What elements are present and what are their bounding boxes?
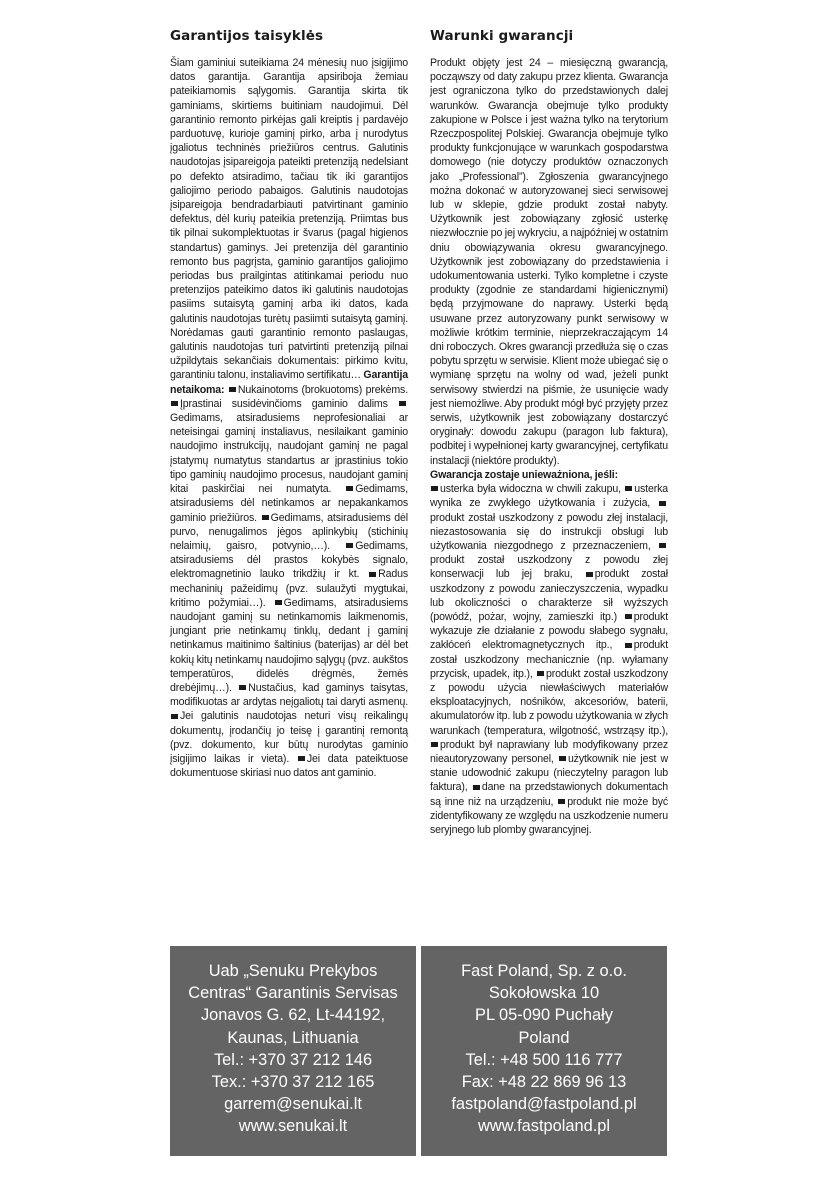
void-item: produkt został uszkodzony mechanicznie (np. wyłamany przycisk, upadek, itp.), bbox=[430, 639, 668, 680]
void-item: użytkownik nie jest w stanie udowodnić zakupu (nieczytelny paragon lub faktura), bbox=[430, 752, 668, 794]
exclusion-item: Jei data pateiktuose dokumentuose skiriasi nuo datos ant gaminio. bbox=[170, 752, 408, 780]
bullet-icon bbox=[262, 515, 269, 520]
exclusion-item: Gedimams, atsiradusiems dėl purvo, nenugalimos jėgos aplinkybių (stichinių nelaimių, gaisro, potvynio,…). bbox=[170, 511, 408, 552]
void-heading-pl: Gwarancja zostaje unieważniona, jeśli: bbox=[430, 468, 618, 481]
void-item: usterka wynika ze zwykłego użytkowania i zużycia, bbox=[430, 483, 668, 510]
exclusion-item: Gedimams, atsiradusiems dėl netinkamos ar nepakankamos gaminio priežiūros. bbox=[170, 483, 408, 524]
bullet-icon bbox=[431, 742, 438, 747]
void-item: produkt nie może być zidentyfikowany ze względu na uszkodzenie numeru seryjnego lub plomby gwarancyjnej. bbox=[430, 795, 668, 836]
contact-line: PL 05-090 Puchały bbox=[475, 1006, 613, 1025]
bullet-icon bbox=[559, 756, 566, 761]
warranty-terms-pl bbox=[430, 28, 668, 837]
contact-line: Kaunas, Lithuania bbox=[227, 1028, 359, 1047]
exclusion-item: Nukainotoms (brokuotoms) prekėms. bbox=[237, 383, 408, 396]
bullet-icon bbox=[558, 799, 565, 804]
void-item: produkt był naprawiany lub modyfikowany przez nieautoryzowany personel, bbox=[430, 738, 668, 765]
void-item: dane na przedstawionych dokumentach są inne niż na urządzeniu, bbox=[430, 781, 668, 808]
intro-paragraph-lt: Šiam gaminiui suteikiama 24 mėnesių nuo įsigijimo datos garantija. Garantija apsiriboja žemiau pateikiamomis sąlygomis. Garantija skirta tik gaminiams, skirtiems buitiniam naudojimui. Dėl garantinio remonto pirkėjas gali kreiptis į pardavėjo parduotuvę, kurioje gaminį pirko, arba į nurodytus įgaliotus techninės priežiūros centrus. Galutinis naudotojas įsipareigoja pateikti pretenziją nedelsiant po defekto atsiradimo, tačiau tik iki garantijos galiojimo periodo pabaigos. Galutinis naudotojas įsipareigoja bendradarbiauti patvirtinant gaminio defektus, dėl kurių pateikia pretenziją. Priimtas bus tik pilnai sukomplektuotas ir švarus (pagal higienos standartus) gaminys. Jei pretenzija dėl garantinio remonto bus pagrįsta, gaminio garantijos galiojimo periodas bus prailgintas atitinkamai periodu nuo pretenzijos pateikimo datos iki galutinis naudotojas pasiims sutaisytą gaminį arba iki datos, kada galutinis naudotojas turėtų pasiimti sutaisytą gaminį. Norėdamas gauti garantinio remonto paslaugas, galutinis naudotojas turi patvirtinti pretenziją pilnai užpildytais sekančiais dokumentais: pirkimo kvitu, garantiniu talonu, instaliavimo sertifikatu… bbox=[170, 57, 408, 382]
bullet-icon bbox=[537, 671, 544, 676]
exclusion-item: Nustačius, kad gaminys taisytas, modifikuotas ar ardytas neįgaliotų tai daryti asmenų. bbox=[170, 681, 408, 709]
bullet-icon bbox=[229, 387, 236, 392]
intro-paragraph-pl: Produkt objęty jest 24 – miesięczną gwarancją, począwszy od daty zakupu przez klienta. Gwarancja jest ograniczona tylko do przedstawionych dalej warunków. Gwarancja obejmuje tylko produkty zakupione w Polsce i jest ważna tylko na terytorium Rzeczpospolitej Polskiej. Gwarancja obejmuje tylko produkty funkcjonujące w warunkach gospodarstwa domowego (nie dotyczy produktów oznaczonych jako „Professional”). Zgłoszenia gwarancyjnego można dokonać w autoryzowanej sieci serwisowej lub w sklepie, gdzie produkt został nabyty. Użytkownik jest zobowiązany zgłosić usterkę niezwłocznie po jej wykryciu, a najpóźniej w ostatnim dniu obowiązywania okresu gwarancyjnego. Użytkownik jest zobowiązany do przedstawienia i udokumentowania usterki. Tylko kompletne i czyste produkty (zgodnie ze standardami higienicznymi) będą przyjmowane do naprawy. Usterki będą usuwane przez autoryzowany punkt serwisowy w możliwie krótkim terminie, nieprzekraczającym 14 dni roboczych. Okres gwarancji przedłuża się o czas pobytu sprzętu w serwisie. Klient może ubiegać się o wymianę sprzętu na wolny od wad, jeżeli punkt serwisowy stwierdzi na piśmie, że usunięcie wady jest niemożliwe. Aby produkt mógł być przyjęty przez serwis, użytkownik jest zobowiązany dostarczyć oryginały: dowodu zakupu (paragon lub faktura), podbitej i wypełnionej karty gwarancyjnej, certyfikatu instalacji (niektóre produkty). bbox=[430, 57, 668, 467]
section-title-lt: Garantijos taisyklės bbox=[170, 28, 324, 44]
void-item: produkt wykazuje złe działanie z powodu słabego sygnału, zakłóceń elektromagnetycznych itp., bbox=[430, 610, 668, 652]
contact-line: Poland bbox=[518, 1028, 570, 1047]
section-title-pl: Warunki gwarancji bbox=[430, 28, 574, 44]
contact-website: www.fastpoland.pl bbox=[477, 1117, 611, 1136]
contact-fax: Fax: +48 22 869 96 13 bbox=[461, 1073, 627, 1092]
bullet-icon bbox=[369, 572, 376, 577]
bullet-icon bbox=[298, 756, 305, 761]
void-item: usterka była widoczna w chwili zakupu, bbox=[440, 483, 621, 496]
bullet-icon bbox=[659, 501, 666, 506]
service-contact-box-lt bbox=[170, 946, 416, 1156]
bullet-icon bbox=[473, 785, 480, 790]
bullet-icon bbox=[625, 486, 632, 491]
void-item: produkt został uszkodzony z powodu złej konserwacji lub jej braku, bbox=[430, 554, 668, 581]
bullet-icon bbox=[625, 614, 632, 619]
bullet-icon bbox=[239, 685, 246, 690]
exclusion-item: Gedimams, atsiradusiems naudojant gaminį su netinkamomis laikmenomis, jungiant prie netinkamų tinklų, dedant į gaminį netinkamus maitinimo šaltinius (baterijas) ar dėl bet kokių kitų netinkamų naudojimo sąlygų (pvz. aukštos temperatūros, didelės drėgmės, žemės drebėjimų…). bbox=[170, 596, 408, 694]
exclusion-item: Įprastinai susidėvinčioms gaminio dalims bbox=[180, 397, 388, 410]
warranty-body-lt bbox=[170, 56, 408, 780]
bullet-icon bbox=[171, 401, 178, 406]
contact-phone: Tel.: +370 37 212 146 bbox=[213, 1050, 373, 1069]
contact-phone: Tex.: +370 37 212 165 bbox=[211, 1073, 375, 1092]
contact-phone: Tel.: +48 500 116 777 bbox=[465, 1050, 623, 1069]
void-item: produkt został uszkodzony z powodu użycia niewłaściwych materiałów eksploatacyjnych, nośników, akcesoriów, baterii, akumulatorów itp. lub z powodu użytkowania w złych warunkach (temperatura, wilgotność, wstrząsy itp.), bbox=[430, 667, 668, 737]
contact-line: Uab „Senuku Prekybos bbox=[208, 962, 378, 980]
contact-website: www.senukai.lt bbox=[238, 1117, 348, 1136]
contact-email: garrem@senukai.lt bbox=[224, 1095, 362, 1114]
exclusion-item: Radus mechaninių pažeidimų (pvz. sulaužyti mygtukai, kritimo požymiai…). bbox=[170, 568, 408, 609]
exclusion-item: Gedimams, atsiradusiems neprofesionaliai ar neteisingai gaminį instaliavus, nesilaikant gaminio naudojimo instrukcijų, naudojant gaminį ne pagal įstatymų numatytus standartus ar įprastinius tokio tipo gaminių naudojimo procesus, naudojant gaminį kitai paskirčiai nei numatyta. bbox=[170, 412, 408, 496]
contact-line: Sokołowska 10 bbox=[488, 984, 600, 1003]
void-item: produkt został uszkodzony z powodu zanieczyszczenia, wypadku lub okoliczności o charakterze sił wyższych (powódź, pożar, wojny, zamieszki itp.) bbox=[430, 568, 668, 623]
bullet-icon bbox=[346, 543, 353, 548]
exclusion-item: Gedimams, atsiradusiems dėl prastos kokybės signalo, elektromagnetinio lauko trikdžių ir kt. bbox=[170, 539, 408, 581]
contact-line: Centras“ Garantinis Servisas bbox=[188, 984, 398, 1003]
bullet-icon bbox=[586, 572, 593, 577]
contact-line: Jonavos G. 62, Lt-44192, bbox=[200, 1006, 386, 1025]
contact-email: fastpoland@fastpoland.pl bbox=[451, 1095, 637, 1114]
bullet-icon bbox=[625, 643, 632, 648]
exclusion-item: Jei galutinis naudotojas neturi visų reikalingų dokumentų, įrodančių jo teisę į garantinį remontą (pvz. dokumento, kur būtų nurodytas gaminio įsigijimo laikas ir vieta). bbox=[170, 710, 408, 765]
bullet-icon bbox=[659, 543, 666, 548]
service-contact-box-pl bbox=[421, 946, 667, 1156]
bullet-icon bbox=[399, 401, 406, 406]
contact-line: Fast Poland, Sp. z o.o. bbox=[461, 962, 627, 980]
exclusions-label-lt: Garantija netaikoma: bbox=[170, 369, 408, 396]
warranty-terms-lt bbox=[170, 28, 408, 780]
bullet-icon bbox=[346, 486, 353, 491]
bullet-icon bbox=[275, 600, 282, 605]
bullet-icon bbox=[431, 486, 438, 491]
void-item: produkt został uszkodzony z powodu złej instalacji, niezastosowania się do instrukcji obsługi lub użytkowania niezgodnego z przeznaczeniem, bbox=[430, 511, 668, 552]
warranty-body-pl bbox=[430, 56, 668, 837]
bullet-icon bbox=[171, 714, 178, 719]
